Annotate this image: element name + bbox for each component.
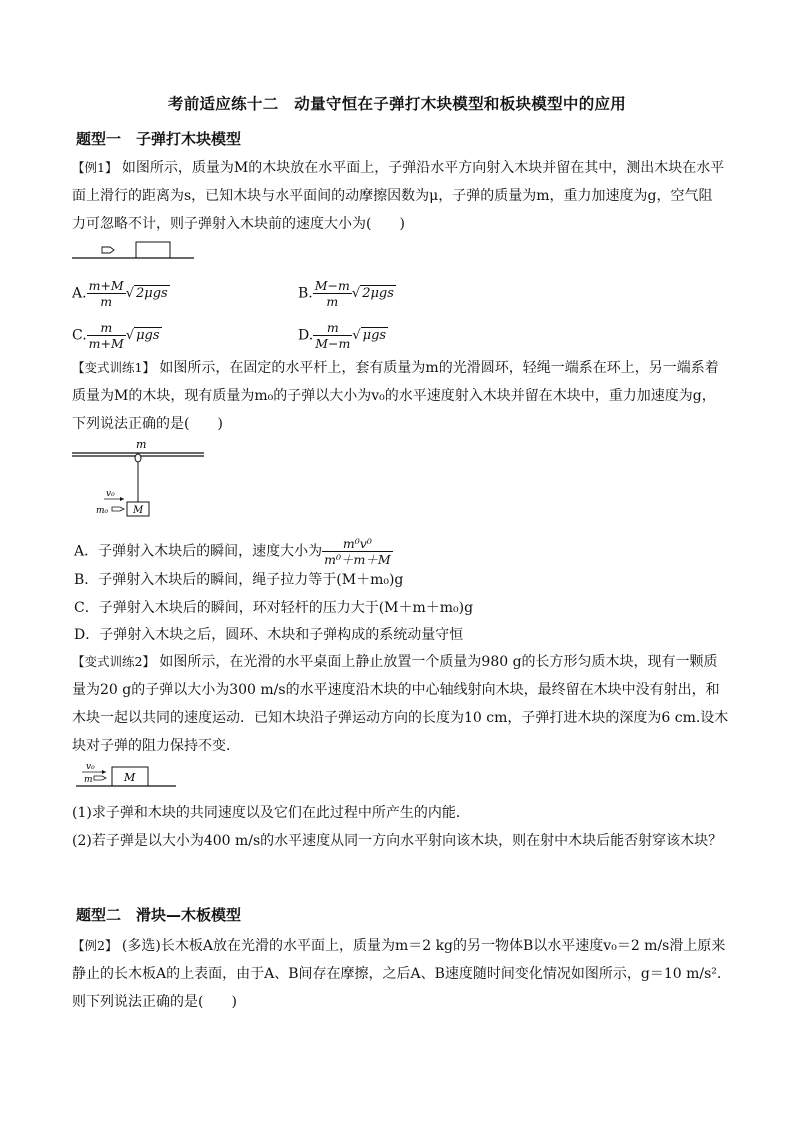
option-d: D. $\frac{m}{M-m}$ √ μgs	[298, 320, 387, 351]
velocity-arrowhead-2	[102, 770, 106, 774]
option-a-sqrt: √ 2μgs	[125, 286, 168, 301]
variant-1-option-b: B．子弹射入木块后的瞬间，绳子拉力等于(M＋m₀)g	[74, 572, 404, 588]
figure-ring-block	[72, 436, 208, 520]
variant-2-line-4: 块对子弹的阻力保持不变．	[72, 738, 240, 754]
bullet-shape-3	[94, 776, 106, 780]
section-heading-2: 题型二 滑块—木板模型	[76, 906, 242, 924]
example-2-line-2: 静止的长木板A的上表面，由于A、B间存在摩擦，之后A、B速度随时间变化情况如图所示，g＝10 m/s².	[72, 966, 722, 982]
bullet-shape-2	[112, 507, 124, 511]
option-c-fraction: $\frac{m}{m+M}$	[88, 320, 124, 351]
example-2-line-1: (多选)长木板A放在光滑的水平面上，质量为m＝2 kg的另一物体B以水平速度v₀＝2 m/s滑上原来	[121, 938, 726, 954]
option-a-fraction: $\frac{m+M}{m}$	[88, 278, 124, 309]
bullet-label-2: m	[84, 775, 93, 785]
block-m-label: M	[133, 505, 144, 516]
figure-bullet-block-2	[76, 760, 180, 794]
example-1-tag: 【例1】	[72, 160, 118, 175]
variant-1	[72, 354, 732, 438]
variant-1-option-d: D．子弹射入木块之后，圆环、木块和子弹构成的系统动量守恒	[74, 627, 464, 643]
example-1-line-2: 面上滑行的距离为s，已知木块与水平面间的动摩擦因数为μ，子弹的质量为m，重力加速度为g，空气阻	[72, 188, 713, 204]
velocity-label: v₀	[106, 489, 115, 499]
variant-1-option-c: C．子弹射入木块后的瞬间，环对轻杆的压力大于(M＋m＋m₀)g	[74, 600, 474, 616]
option-d-fraction: $\frac{m}{M-m}$	[315, 320, 351, 351]
variant-2-tag: 【变式训练2】	[72, 654, 155, 669]
option-b: B. $\frac{M-m}{m}$ √ 2μgs	[298, 278, 394, 309]
option-d-sqrt: √ μgs	[352, 328, 387, 343]
variant-1-option-a-fraction: $\frac{\text{m⁰v⁰}}{\text{m⁰＋m＋M}}$	[324, 536, 391, 567]
velocity-label-2: v₀	[86, 762, 95, 772]
example-1-line-1: 如图所示，质量为M的木块放在水平面上，子弹沿水平方向射入木块并留在其中，测出木块在水平	[121, 160, 725, 176]
page-title: 考前适应练十二 动量守恒在子弹打木块模型和板块模型中的应用	[167, 95, 627, 113]
variant-1-tag: 【变式训练1】	[72, 360, 155, 375]
block-label-3: M	[124, 771, 136, 784]
option-b-sqrt: √ 2μgs	[351, 286, 394, 301]
option-c: C. $\frac{m}{m+M}$ √ μgs	[72, 320, 160, 351]
example-2-tag: 【例2】	[72, 938, 118, 953]
variant-1-line-2: 质量为M的木块，现有质量为m₀的子弹以大小为v₀的水平速度射入木块并留在木块中，重力加速度为g，	[72, 388, 716, 404]
section-heading-1: 题型一 子弹打木块模型	[76, 130, 242, 148]
variant-2-line-2: 量为20 g的子弹以大小为300 m/s的水平速度沿木块的中心轴线射向木块，最终留在木块中没有射出，和	[72, 682, 720, 698]
option-a: A. $\frac{m+M}{m}$ √ 2μgs	[72, 278, 168, 309]
variant-2	[72, 648, 732, 760]
option-c-sqrt: √ μgs	[125, 328, 160, 343]
variant-1-option-a: A．子弹射入木块后的瞬间，速度大小为 $\frac{\text{m⁰v⁰}}{\text{m⁰＋m＋M}}$	[74, 536, 391, 567]
variant-1-line-3: 下列说法正确的是( )	[72, 416, 223, 432]
figure-bullet-block	[72, 238, 196, 266]
ring-shape	[135, 454, 141, 462]
variant-2-question-1: (1)求子弹和木块的共同速度以及它们在此过程中所产生的内能．	[72, 805, 470, 821]
variant-2-line-3: 木块一起以共同的速度运动．已知木块沿子弹运动方向的长度为10 cm，子弹打进木块的深度为6 cm.设木	[72, 710, 729, 726]
variant-2-line-1: 如图所示，在光滑的水平桌面上静止放置一个质量为980 g的长方形匀质木块，现有一颗质	[159, 654, 718, 670]
example-2-line-3: 则下列说法正确的是( )	[72, 994, 237, 1010]
example-1	[72, 154, 732, 238]
variant-1-line-1: 如图所示，在固定的水平杆上，套有质量为m的光滑圆环，轻绳一端系在环上，另一端系着	[159, 360, 719, 376]
bullet-shape	[102, 247, 114, 253]
example-1-line-3: 力可忽略不计，则子弹射入木块前的速度大小为( )	[72, 216, 405, 232]
block-shape	[136, 242, 170, 258]
variant-2-question-2: (2)若子弹是以大小为400 m/s的水平速度从同一方向水平射向该木块，则在射中木块后能否射穿该木块？	[72, 833, 723, 849]
bullet-label: m₀	[96, 506, 109, 516]
option-b-fraction: $\frac{M-m}{m}$	[314, 278, 350, 309]
ring-label: m	[136, 438, 147, 451]
velocity-arrowhead	[120, 497, 124, 501]
example-2	[72, 932, 732, 1016]
